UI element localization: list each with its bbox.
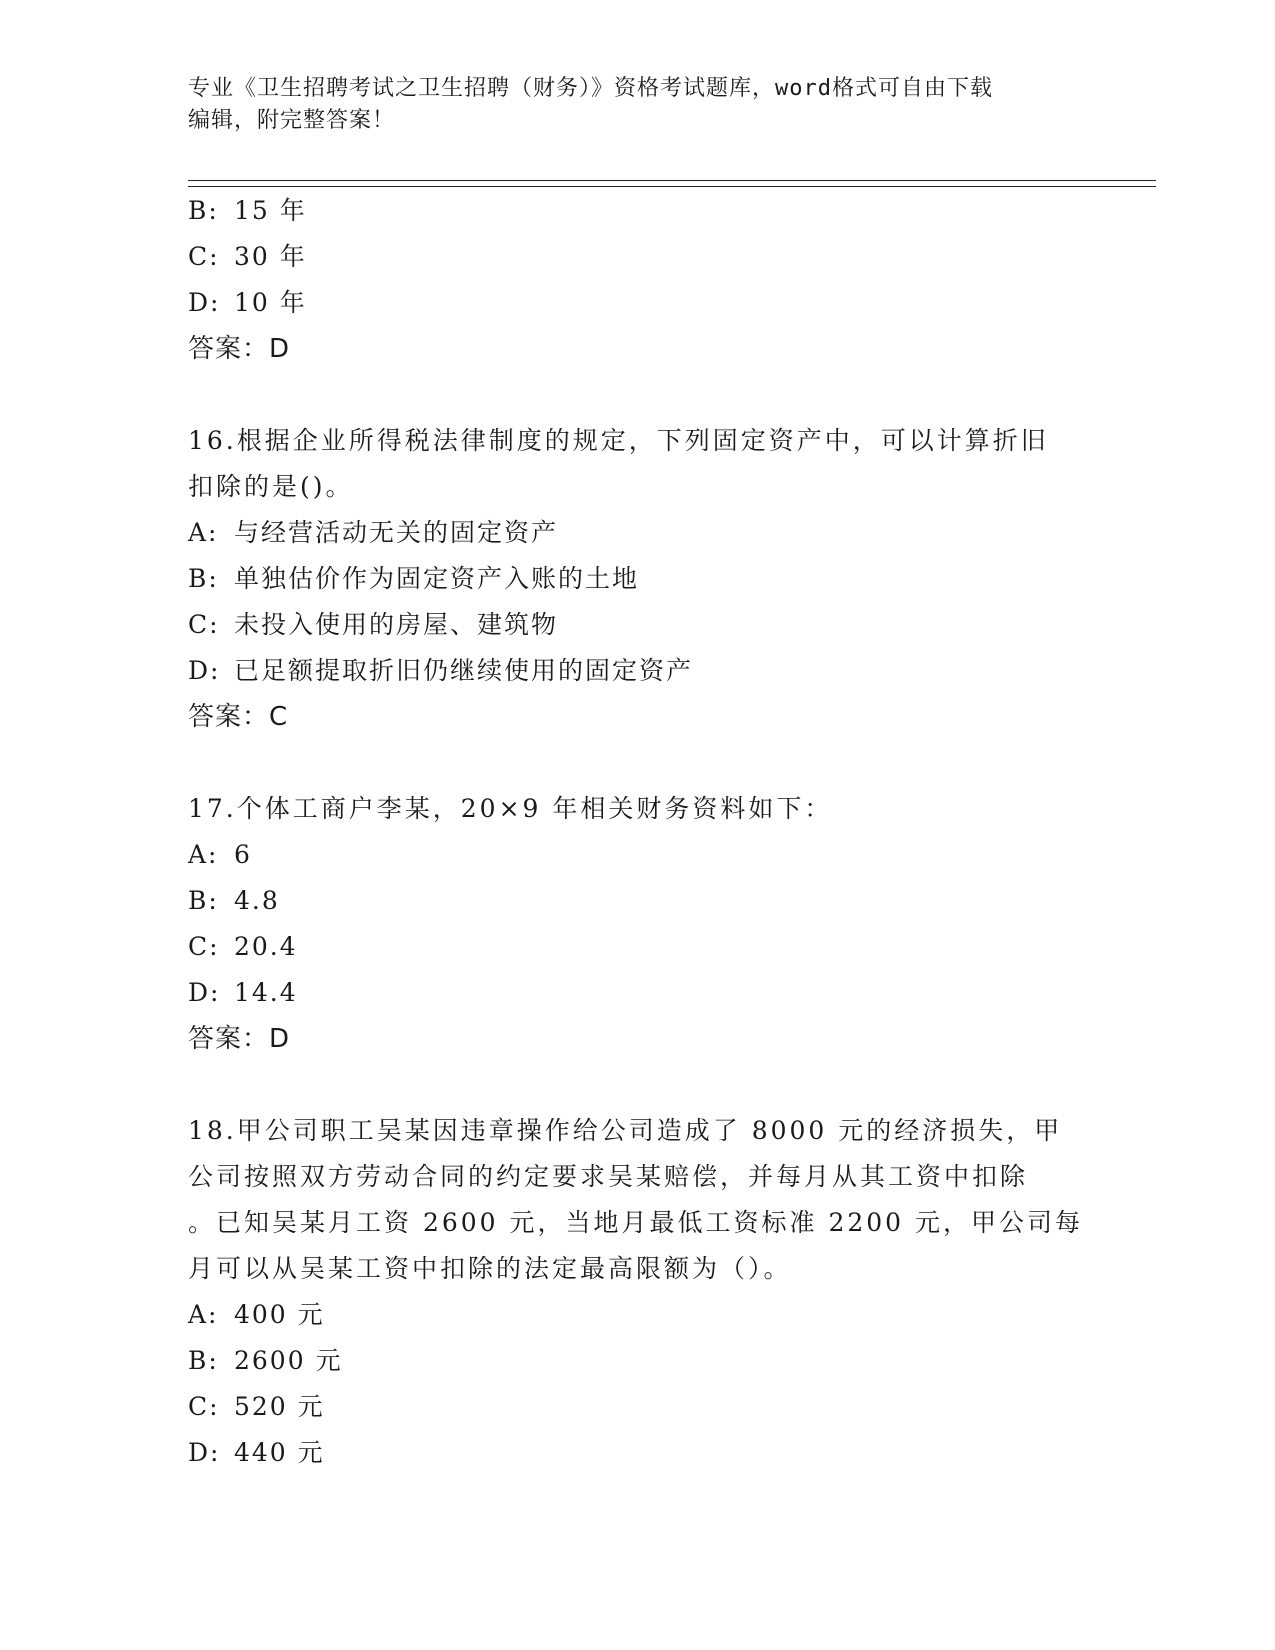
option-text: 2600 元 [234, 1346, 343, 1375]
question-text-line: 月可以从吴某工资中扣除的法定最高限额为（）。 [188, 1254, 792, 1283]
option-b [188, 556, 1088, 602]
option-letter: C: [188, 242, 220, 271]
option-c [188, 234, 1088, 280]
option-b [188, 188, 1088, 234]
option-letter: A: [188, 840, 219, 869]
option-text: 已足额提取折旧仍继续使用的固定资产 [234, 656, 694, 685]
spacer [188, 1062, 1088, 1108]
question-text-line: 。已知吴某月工资 2600 元，当地月最低工资标准 2200 元，甲公司每 [188, 1208, 1084, 1237]
option-b [188, 1338, 1088, 1384]
header-line-2: 编辑，附完整答案！ [188, 108, 396, 133]
option-text: 4.8 [234, 886, 280, 915]
question-list [188, 188, 1088, 1476]
option-c [188, 924, 1088, 970]
option-letter: B: [188, 564, 219, 593]
option-d [188, 280, 1088, 326]
spacer [188, 372, 1088, 418]
option-text: 单独估价作为固定资产入账的土地 [234, 564, 640, 593]
answer-line: 答案：D [188, 1024, 291, 1054]
option-c [188, 602, 1088, 648]
option-letter: B: [188, 1346, 219, 1375]
header-divider [188, 180, 1156, 187]
question-18 [188, 1108, 1088, 1476]
option-text: 未投入使用的房屋、建筑物 [234, 610, 559, 639]
option-c [188, 1384, 1088, 1430]
question-16 [188, 418, 1088, 740]
option-text: 10 年 [234, 288, 307, 317]
option-text: 6 [234, 840, 252, 869]
option-a [188, 1292, 1088, 1338]
header-line-1: 专业《卫生招聘考试之卫生招聘（财务）》资格考试题库，word格式可自由下载 [188, 76, 993, 101]
option-text: 14.4 [234, 978, 298, 1007]
answer-line: 答案：C [188, 702, 289, 732]
option-d [188, 1430, 1088, 1476]
option-text: 400 元 [234, 1300, 325, 1329]
option-letter: D: [188, 656, 221, 685]
option-text: 520 元 [234, 1392, 325, 1421]
option-text: 15 年 [234, 196, 307, 225]
option-text: 30 年 [234, 242, 307, 271]
option-text: 20.4 [234, 932, 298, 961]
option-letter: D: [188, 288, 221, 317]
option-letter: B: [188, 886, 219, 915]
option-b [188, 878, 1088, 924]
option-letter: A: [188, 1300, 219, 1329]
option-letter: C: [188, 610, 220, 639]
option-d [188, 648, 1088, 694]
option-a [188, 510, 1088, 556]
question-text-line: 17.个体工商户李某，20×9 年相关财务资料如下： [188, 794, 833, 823]
question-text-line: 扣除的是()。 [188, 472, 354, 501]
option-text: 与经营活动无关的固定资产 [234, 518, 559, 547]
spacer [188, 740, 1088, 786]
question-15 [188, 188, 1088, 372]
option-letter: D: [188, 1438, 221, 1467]
document-header [188, 73, 1088, 137]
option-letter: C: [188, 1392, 220, 1421]
answer-line: 答案：D [188, 334, 291, 364]
option-letter: B: [188, 196, 219, 225]
question-text-line: 18.甲公司职工吴某因违章操作给公司造成了 8000 元的经济损失，甲 [188, 1116, 1063, 1145]
option-a [188, 832, 1088, 878]
option-letter: A: [188, 518, 219, 547]
question-17 [188, 786, 1088, 1062]
option-text: 440 元 [234, 1438, 325, 1467]
option-letter: C: [188, 932, 220, 961]
option-d [188, 970, 1088, 1016]
question-text-line: 公司按照双方劳动合同的约定要求吴某赔偿，并每月从其工资中扣除 [188, 1162, 1029, 1191]
question-text-line: 16.根据企业所得税法律制度的规定，下列固定资产中，可以计算折旧 [188, 426, 1049, 455]
option-letter: D: [188, 978, 221, 1007]
